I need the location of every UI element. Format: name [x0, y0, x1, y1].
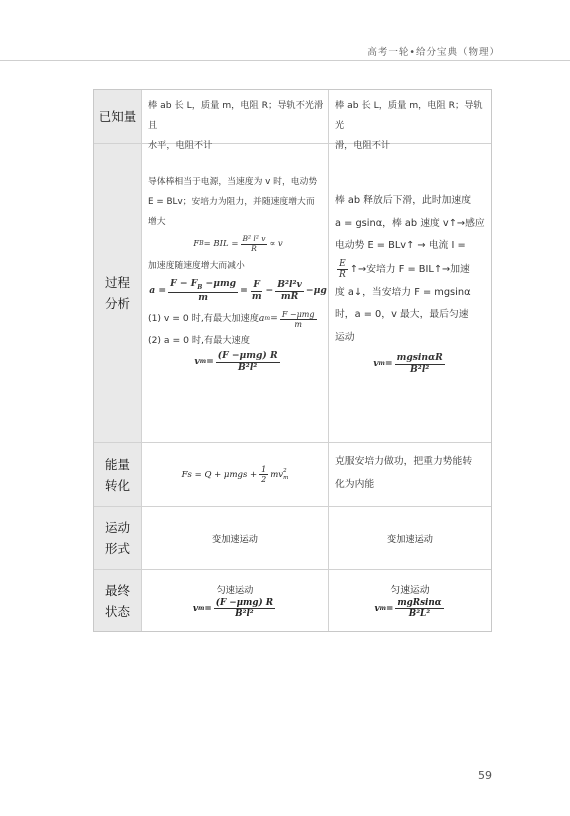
current-fraction: $\frac{E}{R}$	[339, 258, 346, 280]
final-velocity-formula-right: v m = $\frac{\text{mgRsinα}}{\text{B²L²}}$	[374, 597, 442, 619]
process-cell-right	[329, 144, 491, 443]
process-cell-left	[142, 144, 329, 443]
energy-right-line-1: 克服安培力做功，把重力势能转	[335, 456, 473, 467]
energy-cell-left	[142, 443, 329, 507]
row-header-motion	[94, 507, 142, 570]
max-acceleration-line: (1) v = 0 时,有最大加速度 a m = $\frac{\text{F −μmg}}{m}$	[148, 309, 315, 329]
motion-right-text: 变加速运动	[387, 534, 433, 545]
final-left-text: 匀速运动	[216, 584, 254, 596]
row-header-motion-line-1: 运动	[104, 520, 130, 535]
accel-fraction-3: $\frac{\text{B²l²v}}{mR}$	[277, 279, 302, 302]
row-header-known-label: 已知量	[98, 109, 137, 124]
accel-fraction-2: $\frac{F}{m}$	[251, 279, 262, 302]
max-acceleration-fraction: $\frac{\text{F −μmg}}{m}$	[281, 309, 315, 329]
row-header-energy	[94, 443, 142, 507]
page-number: 59	[478, 769, 492, 782]
final-right-text: 匀速运动	[390, 584, 430, 596]
row-header-process	[94, 144, 142, 443]
accel-fraction-1: $\frac{F - F_B -\mu mg}{m}$	[170, 278, 237, 303]
max-velocity-formula-left: v m = $\frac{\text{(F −μmg) R}}{\text{B²l²}}$	[194, 350, 278, 373]
max-velocity-fraction-left: $\frac{\text{(F −μmg) R}}{\text{B²l²}}$	[217, 350, 278, 373]
book-header-title: 高考一轮•给分宝典（物理）	[367, 47, 500, 58]
row-header-final-line-2: 状态	[104, 603, 130, 619]
known-cell-right	[329, 90, 491, 151]
max-velocity-fraction-right: $\frac{mgsin\alpha R}{\text{B²l²}}$	[396, 352, 443, 375]
comparison-table	[93, 89, 492, 632]
row-header-process-line-2: 分析	[104, 296, 130, 311]
known-left-line-1: 棒 ab 长 L，质量 m，电阻 R；导轨不光滑且	[148, 100, 324, 131]
row-header-process-line-1: 过程	[104, 275, 130, 290]
motion-cell-left	[142, 507, 329, 570]
row-header-final	[94, 570, 142, 631]
known-cell-left	[142, 90, 329, 151]
row-header-motion-line-2: 形式	[104, 541, 130, 556]
final-cell-left	[142, 570, 329, 631]
motion-left-text: 变加速运动	[212, 534, 258, 545]
process-left-intro-1: 导体棒相当于电源，当速度为 v 时，电动势	[148, 177, 318, 187]
acceleration-formula: a = $\frac{F - F_B -\mu mg}{m}$ = $\frac{F}{m}$ − $\frac{\text{B²l²v}}{mR}$ −μg	[149, 278, 327, 303]
max-velocity-formula-right: v m = $\frac{mgsin\alpha R}{\text{B²l²}}$	[373, 352, 443, 375]
row-header-energy-line-1: 能量	[104, 456, 130, 472]
energy-formula: Fs = Q + μmgs + $\frac{1}{2}$ mv 2 m	[181, 464, 289, 484]
process-right-line-3: 电动势 E = BLv↑ → 电流 I =	[335, 240, 466, 251]
process-right-line-6: 时，a = 0，v 最大，最后匀速	[335, 309, 469, 320]
known-right-line-2: 滑，电阻不计	[335, 140, 391, 151]
accel-decrease-text: 加速度随速度增大而减小	[148, 261, 245, 271]
final-cell-right	[329, 570, 491, 631]
energy-fraction: $\frac{1}{2}$	[261, 464, 267, 484]
process-right-line-4: $\frac{E}{R}$ ↑→安培力 F = BIL↑→加速	[339, 258, 470, 280]
final-velocity-fraction-left: $\frac{\text{(F −μmg) R}}{\text{B²l²}}$	[215, 597, 274, 619]
max-velocity-condition: (2) a = 0 时,有最大速度	[148, 335, 250, 347]
known-left-line-2: 水平，电阻不计	[148, 140, 213, 151]
process-right-line-1: 棒 ab 释放后下滑，此时加速度	[335, 195, 472, 206]
row-header-final-line-1: 最终	[104, 582, 130, 598]
known-right-line-1: 棒 ab 长 L，质量 m，电阻 R；导轨光	[335, 100, 483, 131]
row-header-energy-line-2: 转化	[104, 477, 130, 493]
process-right-line-2: a = gsinα，棒 ab 速度 v↑→感应	[335, 217, 485, 229]
ampere-force-fraction: $\frac{\text{B² l² v}}{R}$	[242, 233, 266, 253]
process-right-line-5: 度 a↓，当安培力 F = mgsinα	[335, 286, 471, 298]
process-left-intro-2: E = BLv；安培力为阻力，并随速度增大而	[148, 197, 315, 207]
ampere-force-formula: F B = BIL = $\frac{\text{B² l² v}}{R}$ ∝ v	[193, 233, 283, 253]
process-right-line-7: 运动	[335, 331, 355, 343]
row-header-known	[94, 90, 142, 144]
header-divider	[0, 60, 570, 61]
energy-right-line-2: 化为内能	[335, 478, 375, 490]
motion-cell-right	[329, 507, 491, 570]
final-velocity-fraction-right: $\frac{\text{mgRsinα}}{\text{B²L²}}$	[397, 597, 442, 619]
velocity-super-sub: 2 m	[283, 468, 289, 481]
process-left-intro-3: 增大	[148, 217, 166, 227]
energy-cell-right	[329, 443, 491, 507]
final-velocity-formula-left: v m = $\frac{\text{(F −μmg) R}}{\text{B²l²}}$	[192, 597, 274, 619]
